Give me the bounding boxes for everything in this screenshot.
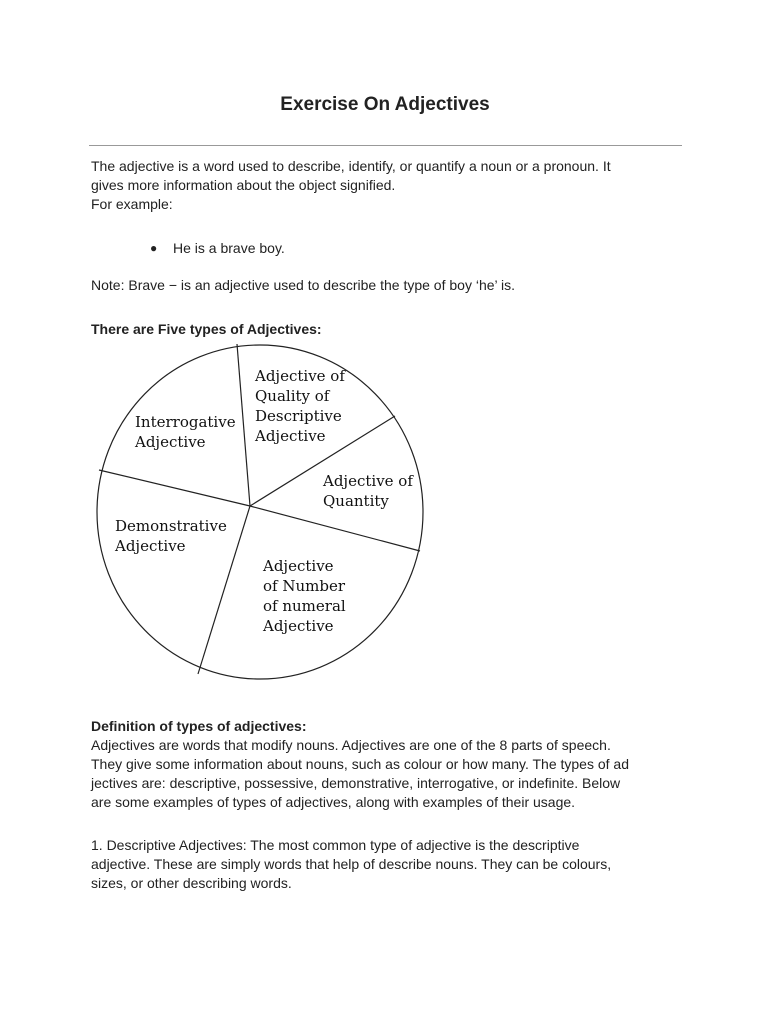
definition-line-3: jectives are: descriptive, possessive, demonstrative, interrogative, or indefinite. Below: [91, 775, 621, 791]
definition-line-4: are some examples of types of adjectives, along with examples of their usage.: [91, 794, 576, 810]
definition-line-2: They give some information about nouns, such as colour or how many. The types of ad: [91, 756, 629, 772]
page-title: Exercise On Adjectives: [280, 94, 490, 115]
definition-line-1: Adjectives are words that modify nouns. Adjectives are one of the 8 parts of speech.: [91, 737, 611, 753]
descriptive-line-2: adjective. These are simply words that help of describe nouns. They can be colours,: [91, 856, 612, 872]
adjective-types-pie-diagram: [90, 340, 430, 690]
slice-label-demonstrative: Demonstrative Adjective: [115, 517, 227, 555]
bullet-icon: ●: [150, 241, 158, 255]
slice-label-quantity: Adjective of Quantity: [323, 472, 413, 510]
example-text: He is a brave boy.: [173, 240, 285, 256]
intro-line-3: For example:: [91, 196, 173, 212]
definition-heading: Definition of types of adjectives:: [91, 718, 307, 734]
intro-line-1: The adjective is a word used to describe, identify, or quantify a noun or a pronoun. It: [91, 158, 611, 174]
slice-label-quality: Adjective of Quality of Descriptive Adjective: [255, 367, 345, 445]
title-divider: [89, 145, 682, 146]
slice-label-interrogative: Interrogative Adjective: [135, 413, 236, 451]
intro-line-2: gives more information about the object signified.: [91, 177, 396, 193]
pie-divider-lower-right: [250, 506, 420, 551]
descriptive-line-1: 1. Descriptive Adjectives: The most common type of adjective is the descriptive: [91, 837, 580, 853]
pie-divider-left: [99, 470, 250, 506]
slice-label-number: Adjective of Number of numeral Adjective: [263, 557, 346, 635]
types-heading: There are Five types of Adjectives:: [91, 321, 322, 337]
descriptive-line-3: sizes, or other describing words.: [91, 875, 292, 891]
note-text: Note: Brave − is an adjective used to describe the type of boy ‘he’ is.: [91, 277, 515, 293]
